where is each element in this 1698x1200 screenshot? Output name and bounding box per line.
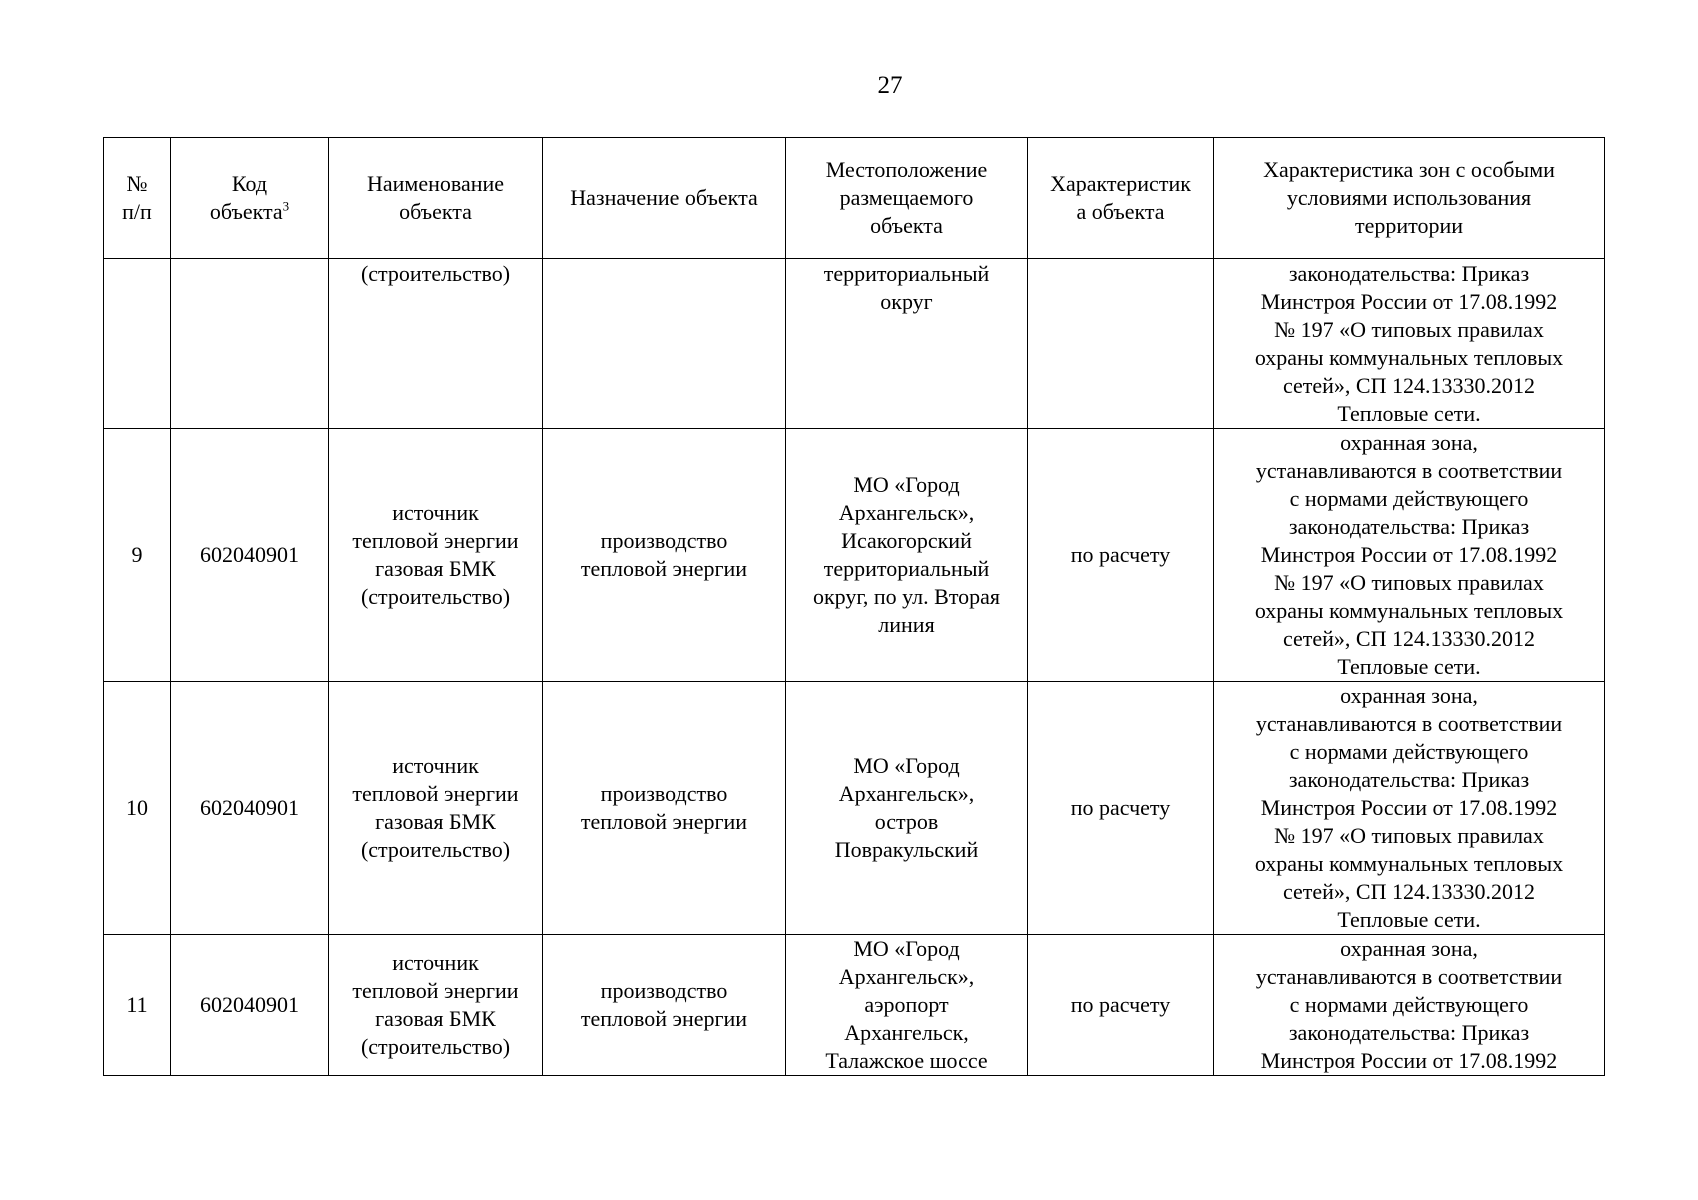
- cell-zones: законодательства: Приказ Минстроя России от 17.08.1992 № 197 «О типовых правилах охраны коммунальных тепловых сетей», СП 124.13330.2012 Тепловые сети.: [1214, 259, 1605, 429]
- cell-characteristic: по расчету: [1028, 429, 1214, 682]
- cell-name: источник тепловой энергии газовая БМК (строительство): [329, 935, 543, 1076]
- cell-zones: охранная зона, устанавливаются в соответствии с нормами действующего законодательства: Приказ Минстроя России от 17.08.1992: [1214, 935, 1605, 1076]
- header-object-code: Код объекта$^3$: [171, 138, 329, 259]
- cell-code: 602040901: [171, 935, 329, 1076]
- cell-purpose: производство тепловой энергии: [543, 429, 786, 682]
- cell-characteristic: по расчету: [1028, 682, 1214, 935]
- table-header-row: [104, 138, 1605, 259]
- page-number: 27: [877, 72, 903, 99]
- cell-zones: охранная зона, устанавливаются в соответствии с нормами действующего законодательства: Приказ Минстроя России от 17.08.1992 № 197 «О типовых правилах охраны коммунальных тепловых сетей», СП 124.13330.2012 Тепловые сети.: [1214, 682, 1605, 935]
- table-row: [104, 429, 1605, 682]
- cell-location: территориальный округ: [786, 259, 1028, 429]
- header-object-characteristic: Характеристик а объекта: [1028, 138, 1214, 259]
- header-special-zones: Характеристика зон с особыми условиями использования территории: [1214, 138, 1605, 259]
- header-object-purpose: Назначение объекта: [543, 138, 786, 259]
- table-row: [104, 935, 1605, 1076]
- footnote-mark: 3: [282, 198, 290, 214]
- cell-location: МО «Город Архангельск», остров Повракульский: [786, 682, 1028, 935]
- cell-location: МО «Город Архангельск», Исакогорский территориальный округ, по ул. Вторая линия: [786, 429, 1028, 682]
- cell-code: 602040901: [171, 429, 329, 682]
- header-number: № п/п: [104, 138, 171, 259]
- cell-purpose: производство тепловой энергии: [543, 682, 786, 935]
- header-object-location: Местоположение размещаемого объекта: [786, 138, 1028, 259]
- cell-location: МО «Город Архангельск», аэропорт Архангельск, Талажское шоссе: [786, 935, 1028, 1076]
- cell-purpose: [543, 259, 786, 429]
- table-row: [104, 682, 1605, 935]
- cell-number: 10: [104, 682, 171, 935]
- cell-purpose: производство тепловой энергии: [543, 935, 786, 1076]
- cell-name: источник тепловой энергии газовая БМК (строительство): [329, 682, 543, 935]
- cell-zones: охранная зона, устанавливаются в соответствии с нормами действующего законодательства: Приказ Минстроя России от 17.08.1992 № 197 «О типовых правилах охраны коммунальных тепловых сетей», СП 124.13330.2012 Тепловые сети.: [1214, 429, 1605, 682]
- objects-table: [103, 137, 1605, 1076]
- cell-code: [171, 259, 329, 429]
- cell-name: источник тепловой энергии газовая БМК (строительство): [329, 429, 543, 682]
- cell-characteristic: [1028, 259, 1214, 429]
- header-object-name: Наименование объекта: [329, 138, 543, 259]
- cell-number: 11: [104, 935, 171, 1076]
- cell-name: (строительство): [329, 259, 543, 429]
- cell-characteristic: по расчету: [1028, 935, 1214, 1076]
- cell-number: 9: [104, 429, 171, 682]
- cell-code: 602040901: [171, 682, 329, 935]
- table-row-continuation: [104, 259, 1605, 429]
- cell-number: [104, 259, 171, 429]
